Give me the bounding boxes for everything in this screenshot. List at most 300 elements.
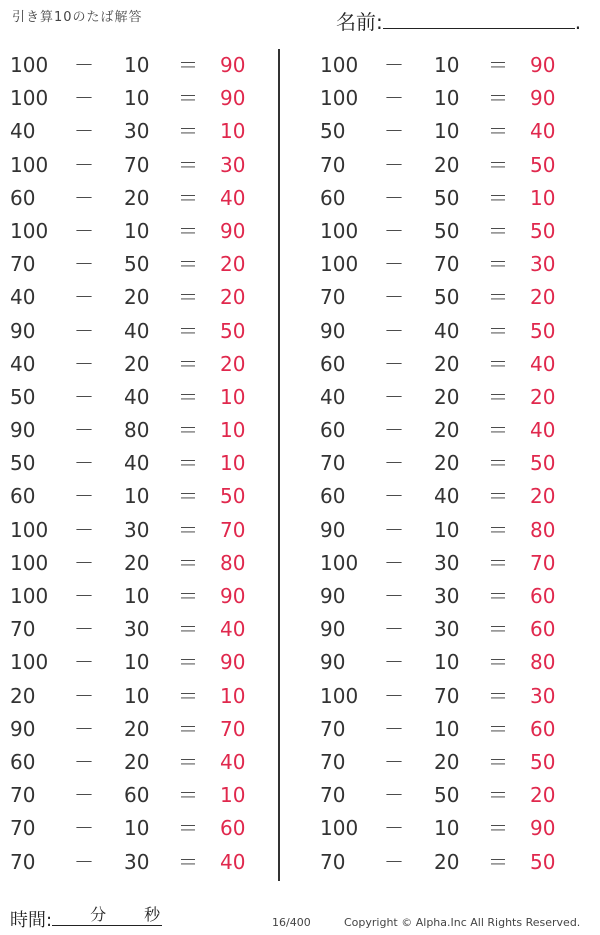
minuend: 60 xyxy=(10,185,36,210)
subtrahend: 20 xyxy=(434,849,460,874)
equals-sign: ＝ xyxy=(488,285,508,310)
minuend: 100 xyxy=(10,53,49,77)
equals-sign: ＝ xyxy=(488,749,508,774)
subtrahend: 10 xyxy=(124,484,150,509)
minus-sign: － xyxy=(74,119,94,144)
minuend: 70 xyxy=(320,783,346,808)
minuend: 20 xyxy=(10,683,36,708)
answer: 20 xyxy=(530,384,556,409)
equals-sign: ＝ xyxy=(178,418,198,443)
equals-sign: ＝ xyxy=(488,816,508,841)
answer: 20 xyxy=(530,783,556,808)
subtrahend: 20 xyxy=(124,285,150,310)
left-problem-row xyxy=(0,348,280,381)
left-problem-column xyxy=(0,49,280,879)
minuend: 100 xyxy=(320,683,359,708)
equals-sign: ＝ xyxy=(178,252,198,277)
answer: 40 xyxy=(220,617,246,642)
right-problem-row xyxy=(310,646,590,679)
equals-sign: ＝ xyxy=(178,384,198,409)
minuend: 70 xyxy=(320,285,346,310)
subtrahend: 10 xyxy=(434,86,460,111)
minuend: 100 xyxy=(10,517,49,542)
left-problem-row xyxy=(0,846,280,879)
minus-sign: － xyxy=(74,252,94,277)
minuend: 40 xyxy=(10,351,36,376)
equals-sign: ＝ xyxy=(178,53,198,77)
left-problem-row xyxy=(0,580,280,613)
right-problem-row xyxy=(310,580,590,613)
answer: 60 xyxy=(530,617,556,642)
subtrahend: 20 xyxy=(434,749,460,774)
right-problem-row xyxy=(310,281,590,314)
minus-sign: － xyxy=(74,451,94,476)
right-problem-row xyxy=(310,613,590,646)
equals-sign: ＝ xyxy=(178,650,198,675)
equals-sign: ＝ xyxy=(178,783,198,808)
minuend: 100 xyxy=(320,86,359,111)
equals-sign: ＝ xyxy=(488,517,508,542)
answer: 40 xyxy=(530,119,556,144)
minuend: 60 xyxy=(320,484,346,509)
answer: 20 xyxy=(220,285,246,310)
minus-sign: － xyxy=(74,550,94,575)
answer: 10 xyxy=(220,119,246,144)
subtrahend: 40 xyxy=(434,484,460,509)
right-problem-row xyxy=(310,82,590,115)
answer: 70 xyxy=(220,517,246,542)
left-problem-row xyxy=(0,215,280,248)
left-problem-row xyxy=(0,281,280,314)
time-underline xyxy=(52,905,162,926)
time-field xyxy=(10,906,162,932)
page-number: 16/400 xyxy=(272,916,311,929)
minuend: 40 xyxy=(320,384,346,409)
left-problem-row xyxy=(0,613,280,646)
minus-sign: － xyxy=(384,86,404,111)
subtrahend: 50 xyxy=(434,185,460,210)
minuend: 50 xyxy=(10,451,36,476)
left-problem-row xyxy=(0,480,280,513)
minuend: 60 xyxy=(320,418,346,443)
answer: 70 xyxy=(530,550,556,575)
subtrahend: 30 xyxy=(124,517,150,542)
answer: 90 xyxy=(530,86,556,111)
answer: 20 xyxy=(220,252,246,277)
equals-sign: ＝ xyxy=(488,86,508,111)
minus-sign: － xyxy=(384,351,404,376)
minuend: 100 xyxy=(10,650,49,675)
minuend: 50 xyxy=(320,119,346,144)
subtrahend: 10 xyxy=(434,53,460,77)
left-problem-row xyxy=(0,248,280,281)
subtrahend: 50 xyxy=(124,252,150,277)
minuend: 100 xyxy=(320,252,359,277)
answer: 90 xyxy=(530,816,556,841)
minuend: 70 xyxy=(320,749,346,774)
equals-sign: ＝ xyxy=(178,218,198,243)
right-problem-row xyxy=(310,49,590,82)
equals-sign: ＝ xyxy=(488,783,508,808)
answer: 50 xyxy=(530,218,556,243)
minus-sign: － xyxy=(384,119,404,144)
minuend: 70 xyxy=(10,617,36,642)
minuend: 90 xyxy=(320,584,346,608)
subtrahend: 10 xyxy=(434,119,460,144)
minus-sign: － xyxy=(384,517,404,542)
left-problem-row xyxy=(0,381,280,414)
right-problem-row xyxy=(310,812,590,845)
minuend: 70 xyxy=(320,849,346,874)
left-problem-row xyxy=(0,779,280,812)
subtrahend: 40 xyxy=(124,451,150,476)
equals-sign: ＝ xyxy=(488,451,508,476)
minus-sign: － xyxy=(74,218,94,243)
subtrahend: 10 xyxy=(124,816,150,841)
left-problem-row xyxy=(0,812,280,845)
equals-sign: ＝ xyxy=(488,152,508,177)
right-problem-row xyxy=(310,713,590,746)
answer: 20 xyxy=(220,351,246,376)
minuend: 90 xyxy=(10,418,36,443)
minus-sign: － xyxy=(74,783,94,808)
subtrahend: 80 xyxy=(124,418,150,443)
left-problem-row xyxy=(0,514,280,547)
minuend: 60 xyxy=(320,185,346,210)
left-problem-row xyxy=(0,713,280,746)
minus-sign: － xyxy=(74,650,94,675)
equals-sign: ＝ xyxy=(488,351,508,376)
minus-sign: － xyxy=(74,716,94,741)
answer: 90 xyxy=(220,218,246,243)
minus-sign: － xyxy=(74,418,94,443)
minuend: 60 xyxy=(10,484,36,509)
answer: 30 xyxy=(530,252,556,277)
minuend: 100 xyxy=(320,816,359,841)
answer: 10 xyxy=(220,683,246,708)
answer: 90 xyxy=(220,53,246,77)
answer: 50 xyxy=(530,152,556,177)
subtrahend: 10 xyxy=(434,650,460,675)
subtrahend: 20 xyxy=(124,716,150,741)
minus-sign: － xyxy=(384,418,404,443)
equals-sign: ＝ xyxy=(178,484,198,509)
name-trailing-dot: . xyxy=(574,10,582,34)
left-problem-row xyxy=(0,149,280,182)
equals-sign: ＝ xyxy=(488,617,508,642)
equals-sign: ＝ xyxy=(178,816,198,841)
minus-sign: － xyxy=(384,716,404,741)
minus-sign: － xyxy=(384,749,404,774)
subtrahend: 10 xyxy=(434,816,460,841)
right-problem-row xyxy=(310,182,590,215)
minus-sign: － xyxy=(384,816,404,841)
minuend: 100 xyxy=(10,86,49,111)
minus-sign: － xyxy=(384,53,404,77)
equals-sign: ＝ xyxy=(488,53,508,77)
right-problem-row xyxy=(310,248,590,281)
left-problem-row xyxy=(0,182,280,215)
subtrahend: 70 xyxy=(434,683,460,708)
subtrahend: 30 xyxy=(434,584,460,608)
minuend: 90 xyxy=(320,517,346,542)
equals-sign: ＝ xyxy=(178,451,198,476)
minuend: 70 xyxy=(320,152,346,177)
subtrahend: 20 xyxy=(434,418,460,443)
subtrahend: 50 xyxy=(434,285,460,310)
minuend: 70 xyxy=(10,783,36,808)
name-field xyxy=(336,6,581,35)
left-problem-row xyxy=(0,646,280,679)
minus-sign: － xyxy=(74,351,94,376)
right-problem-row xyxy=(310,447,590,480)
subtrahend: 40 xyxy=(124,384,150,409)
answer: 90 xyxy=(530,53,556,77)
subtrahend: 10 xyxy=(124,86,150,111)
minuend: 90 xyxy=(10,318,36,343)
minuend: 100 xyxy=(10,550,49,575)
subtrahend: 50 xyxy=(434,218,460,243)
subtrahend: 20 xyxy=(434,351,460,376)
subtrahend: 20 xyxy=(124,749,150,774)
minuend: 70 xyxy=(320,716,346,741)
answer: 60 xyxy=(530,716,556,741)
answer: 10 xyxy=(220,418,246,443)
left-problem-row xyxy=(0,115,280,148)
right-problem-row xyxy=(310,149,590,182)
equals-sign: ＝ xyxy=(488,849,508,874)
answer: 50 xyxy=(530,451,556,476)
minus-sign: － xyxy=(74,152,94,177)
left-problem-row xyxy=(0,680,280,713)
answer: 80 xyxy=(220,550,246,575)
minus-sign: － xyxy=(384,451,404,476)
subtrahend: 20 xyxy=(434,451,460,476)
subtrahend: 70 xyxy=(124,152,150,177)
equals-sign: ＝ xyxy=(488,185,508,210)
equals-sign: ＝ xyxy=(178,351,198,376)
minus-sign: － xyxy=(74,285,94,310)
answer: 40 xyxy=(220,749,246,774)
minus-sign: － xyxy=(384,650,404,675)
equals-sign: ＝ xyxy=(178,517,198,542)
answer: 10 xyxy=(220,783,246,808)
subtrahend: 10 xyxy=(124,53,150,77)
left-problem-row xyxy=(0,414,280,447)
minus-sign: － xyxy=(74,584,94,608)
equals-sign: ＝ xyxy=(178,584,198,608)
equals-sign: ＝ xyxy=(178,119,198,144)
equals-sign: ＝ xyxy=(488,218,508,243)
minuend: 100 xyxy=(320,53,359,77)
minuend: 90 xyxy=(10,716,36,741)
minuend: 100 xyxy=(320,550,359,575)
right-problem-row xyxy=(310,115,590,148)
right-problem-row xyxy=(310,680,590,713)
subtrahend: 20 xyxy=(124,351,150,376)
subtrahend: 30 xyxy=(434,617,460,642)
minus-sign: － xyxy=(74,185,94,210)
equals-sign: ＝ xyxy=(488,384,508,409)
right-problem-column xyxy=(310,49,590,879)
right-problem-row xyxy=(310,215,590,248)
subtrahend: 30 xyxy=(124,849,150,874)
minuend: 60 xyxy=(10,749,36,774)
equals-sign: ＝ xyxy=(488,252,508,277)
equals-sign: ＝ xyxy=(488,550,508,575)
equals-sign: ＝ xyxy=(178,749,198,774)
minus-sign: － xyxy=(384,252,404,277)
subtrahend: 50 xyxy=(434,783,460,808)
equals-sign: ＝ xyxy=(178,617,198,642)
equals-sign: ＝ xyxy=(178,550,198,575)
answer: 30 xyxy=(220,152,246,177)
time-label: 時間: xyxy=(10,910,53,931)
worksheet-title: 引き算10のたば解答 xyxy=(12,10,143,25)
minuend: 70 xyxy=(10,849,36,874)
minutes-label: 分 xyxy=(90,905,107,924)
answer: 40 xyxy=(530,418,556,443)
minus-sign: － xyxy=(74,749,94,774)
answer: 20 xyxy=(530,484,556,509)
minuend: 70 xyxy=(10,252,36,277)
minus-sign: － xyxy=(384,617,404,642)
minus-sign: － xyxy=(384,285,404,310)
minus-sign: － xyxy=(384,152,404,177)
minuend: 100 xyxy=(320,218,359,243)
copyright-notice: Copyright © Alpha.Inc All Rights Reserved. xyxy=(344,916,581,929)
equals-sign: ＝ xyxy=(488,484,508,509)
minuend: 90 xyxy=(320,650,346,675)
right-problem-row xyxy=(310,480,590,513)
minus-sign: － xyxy=(384,218,404,243)
equals-sign: ＝ xyxy=(178,683,198,708)
equals-sign: ＝ xyxy=(488,683,508,708)
answer: 90 xyxy=(220,650,246,675)
equals-sign: ＝ xyxy=(178,849,198,874)
equals-sign: ＝ xyxy=(488,318,508,343)
subtrahend: 30 xyxy=(124,617,150,642)
minuend: 40 xyxy=(10,285,36,310)
subtrahend: 30 xyxy=(434,550,460,575)
right-problem-row xyxy=(310,414,590,447)
right-problem-row xyxy=(310,514,590,547)
name-label: 名前: xyxy=(336,10,383,34)
minuend: 60 xyxy=(320,351,346,376)
subtrahend: 20 xyxy=(124,185,150,210)
minus-sign: － xyxy=(74,816,94,841)
minus-sign: － xyxy=(74,318,94,343)
answer: 40 xyxy=(220,849,246,874)
seconds-label: 秒 xyxy=(144,905,161,924)
answer: 50 xyxy=(220,318,246,343)
equals-sign: ＝ xyxy=(488,418,508,443)
right-problem-row xyxy=(310,348,590,381)
answer: 30 xyxy=(530,683,556,708)
equals-sign: ＝ xyxy=(488,584,508,608)
answer: 80 xyxy=(530,517,556,542)
subtrahend: 10 xyxy=(434,517,460,542)
equals-sign: ＝ xyxy=(178,152,198,177)
right-problem-row xyxy=(310,779,590,812)
equals-sign: ＝ xyxy=(178,318,198,343)
left-problem-row xyxy=(0,49,280,82)
minus-sign: － xyxy=(384,185,404,210)
minuend: 70 xyxy=(320,451,346,476)
subtrahend: 70 xyxy=(434,252,460,277)
right-problem-row xyxy=(310,315,590,348)
subtrahend: 20 xyxy=(434,384,460,409)
answer: 50 xyxy=(530,849,556,874)
answer: 50 xyxy=(530,318,556,343)
right-problem-row xyxy=(310,547,590,580)
minus-sign: － xyxy=(384,384,404,409)
equals-sign: ＝ xyxy=(488,650,508,675)
answer: 50 xyxy=(220,484,246,509)
answer: 90 xyxy=(220,584,246,608)
minus-sign: － xyxy=(74,484,94,509)
minus-sign: － xyxy=(384,849,404,874)
minus-sign: － xyxy=(384,550,404,575)
answer: 40 xyxy=(220,185,246,210)
minus-sign: － xyxy=(384,484,404,509)
minuend: 100 xyxy=(10,584,49,608)
subtrahend: 40 xyxy=(434,318,460,343)
equals-sign: ＝ xyxy=(178,285,198,310)
minus-sign: － xyxy=(74,849,94,874)
subtrahend: 20 xyxy=(124,550,150,575)
left-problem-row xyxy=(0,82,280,115)
column-divider xyxy=(278,49,280,881)
left-problem-row xyxy=(0,547,280,580)
answer: 10 xyxy=(220,384,246,409)
right-problem-row xyxy=(310,846,590,879)
minus-sign: － xyxy=(384,584,404,608)
answer: 10 xyxy=(220,451,246,476)
minus-sign: － xyxy=(74,384,94,409)
subtrahend: 10 xyxy=(434,716,460,741)
subtrahend: 10 xyxy=(124,218,150,243)
minus-sign: － xyxy=(74,86,94,111)
name-underline xyxy=(383,10,575,29)
subtrahend: 60 xyxy=(124,783,150,808)
answer: 50 xyxy=(530,749,556,774)
answer: 60 xyxy=(530,584,556,608)
minuend: 50 xyxy=(10,384,36,409)
minus-sign: － xyxy=(384,318,404,343)
subtrahend: 10 xyxy=(124,650,150,675)
minus-sign: － xyxy=(74,617,94,642)
minuend: 40 xyxy=(10,119,36,144)
equals-sign: ＝ xyxy=(178,185,198,210)
minus-sign: － xyxy=(74,683,94,708)
minus-sign: － xyxy=(74,517,94,542)
answer: 60 xyxy=(220,816,246,841)
subtrahend: 10 xyxy=(124,584,150,608)
minuend: 100 xyxy=(10,152,49,177)
minus-sign: － xyxy=(384,783,404,808)
subtrahend: 40 xyxy=(124,318,150,343)
subtrahend: 30 xyxy=(124,119,150,144)
minuend: 70 xyxy=(10,816,36,841)
equals-sign: ＝ xyxy=(178,86,198,111)
minuend: 90 xyxy=(320,617,346,642)
equals-sign: ＝ xyxy=(488,119,508,144)
equals-sign: ＝ xyxy=(488,716,508,741)
equals-sign: ＝ xyxy=(178,716,198,741)
answer: 10 xyxy=(530,185,556,210)
subtrahend: 10 xyxy=(124,683,150,708)
